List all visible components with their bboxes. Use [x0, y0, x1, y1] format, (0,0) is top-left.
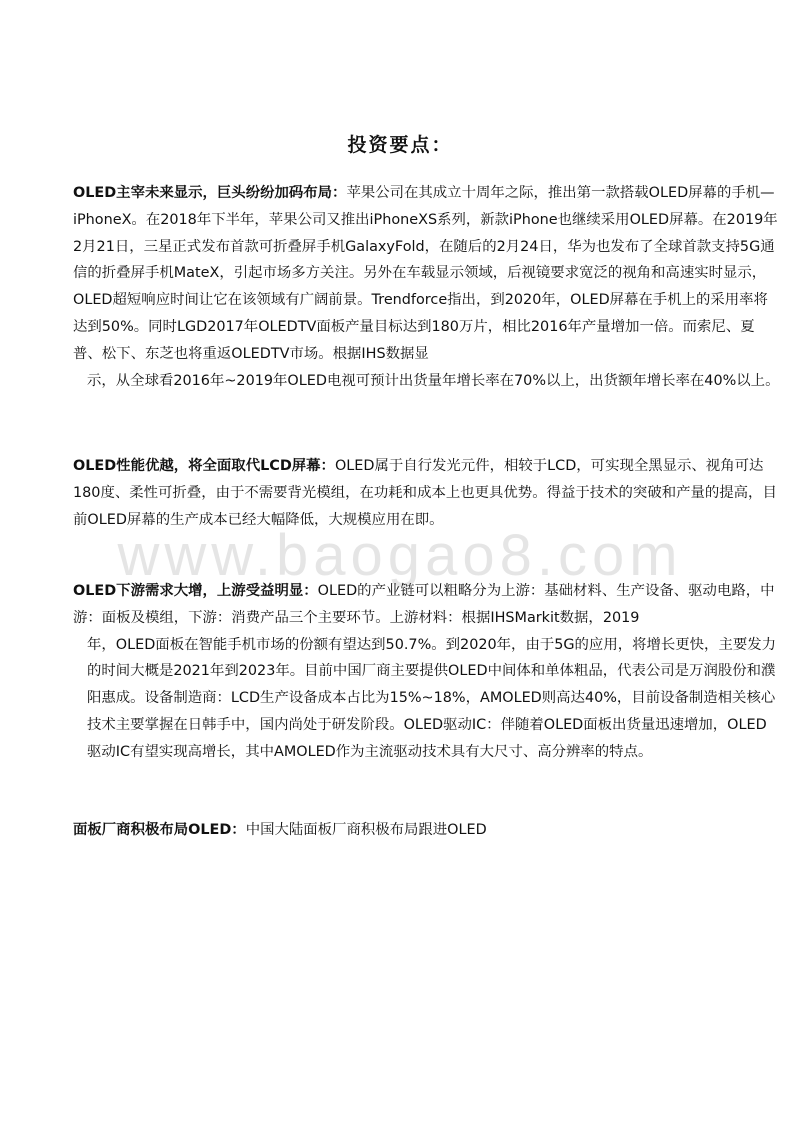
section-panel-makers	[73, 817, 781, 844]
page-title: 投资要点：	[347, 134, 453, 156]
section-body: 苹果公司在其成立十周年之际，推出第一款搭载OLED屏幕的手机—iPhoneX。在2018年下半年，苹果公司又推出iPhoneXS系列，新款iPhone也继续采用OLED屏幕。在2019年2月21日，三星正式发布首款可折叠屏手机GalaxyFold，在随后的2月24日，华为也发布了全球首款支持5G通信的折叠屏手机MateX，引起市场多方关注。另外在车载显示领域，后视镜要求宽泛的视角和高速实时显示，OLED超短响应时间让它在该领域有广阔前景。Trendforce指出，到2020年，OLED屏幕在手机上的采用率将达到50%。同时LGD2017年OLEDTV面板产量目标达到180万片，相比2016年产量增加一倍。而索尼、夏普、松下、东芝也将重返OLEDTV市场。根据IHS数据显	[73, 185, 778, 362]
section-lead: 面板厂商积极布局OLED：	[73, 822, 246, 838]
section-lead: OLED性能优越，将全面取代LCD屏幕：	[73, 458, 335, 474]
watermark: www.baogao8.com	[117, 523, 683, 588]
section-body: OLED属于自行发光元件，相较于LCD，可实现全黑显示、视角可达180度、柔性可折叠，由于不需要背光模组，在功耗和成本上也更具优势。得益于技术的突破和产量的提高，目前OLED屏幕的生产成本已经大幅降低，大规模应用在即。	[73, 458, 777, 528]
section-continuation: 示，从全球看2016年~2019年OLED电视可预计出货量年增长率在70%以上，出货额年增长率在40%以上。	[87, 372, 780, 389]
section-body: OLED的产业链可以粗略分为上游：基础材料、生产设备、驱动电路，中游：面板及模组，下游：消费产品三个主要环节。上游材料：根据IHSMarkit数据，2019	[73, 583, 775, 626]
paragraph	[73, 453, 781, 533]
section-oled-performance	[73, 453, 781, 533]
section-continuation: 年，OLED面板在智能手机市场的份额有望达到50.7%。到2020年，由于5G的应用，将增长更快，主要发力的时间大概是2021年到2023年。目前中国厂商主要提供OLED中间体和单体粗品，代表公司是万润股份和濮阳惠成。设备制造商：LCD生产设备成本占比为15%~18%，AMOLED则高达40%，目前设备制造相关核心技术主要掌握在日韩手中，国内尚处于研发阶段。OLED驱动IC：伴随着OLED面板出货量迅速增加，OLED驱动IC有望实现高增长，其中AMOLED作为主流驱动技术具有大尺寸、高分辨率的特点。	[87, 636, 777, 760]
section-oled-future-display	[73, 180, 781, 394]
paragraph	[73, 180, 781, 368]
paragraph	[73, 578, 781, 632]
section-body: 中国大陆面板厂商积极布局跟进OLED	[245, 822, 487, 838]
section-oled-supply-chain	[73, 578, 781, 766]
section-lead: OLED主宰未来显示，巨头纷纷加码布局：	[73, 185, 347, 201]
paragraph	[73, 817, 781, 844]
section-lead: OLED下游需求大增，上游受益明显：	[73, 583, 318, 599]
